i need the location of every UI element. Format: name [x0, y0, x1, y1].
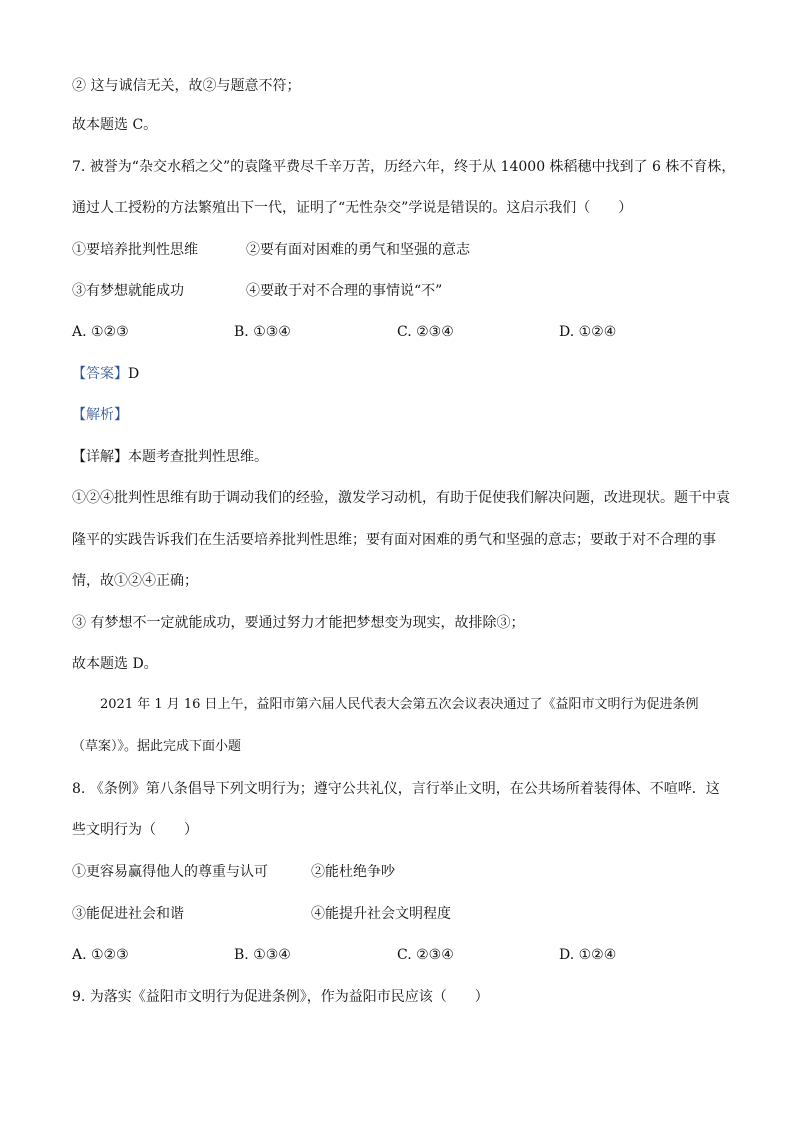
q7-answer — [72, 364, 139, 384]
detail-tag: 【详解】 — [72, 449, 128, 465]
q7-choice-a: A. ①②③ — [72, 324, 129, 340]
q8-item-3: ③能促进社会和谐 — [72, 906, 184, 922]
detail-text: 本题考查批判性思维。 — [128, 449, 268, 465]
q7-choice-b: B. ①③④ — [234, 324, 291, 340]
q8-stem-line1: 8. 《条例》第八条倡导下列文明行为；遵守公共礼仪，言行举止文明，在公共场所着装得体、不喧哗．这 — [72, 781, 720, 797]
prev-explanation: ② 这与诚信无关，故②与题意不符； — [72, 78, 301, 94]
q7-detail — [72, 447, 268, 467]
q7-choice-d: D. ①②④ — [559, 324, 617, 340]
q8-item-2: ②能杜绝争吵 — [311, 864, 395, 880]
answer-tag: 【答案】 — [72, 366, 128, 382]
q8-choice-b: B. ①③④ — [234, 947, 291, 963]
q8-choice-c: C. ②③④ — [397, 947, 454, 963]
q8-item-4: ④能提升社会文明程度 — [311, 906, 451, 922]
q8-item-1: ①更容易赢得他人的尊重与认可 — [72, 864, 268, 880]
q7-final-answer: 故本题选 D。 — [72, 656, 158, 672]
q8-choice-a: A. ①②③ — [72, 947, 129, 963]
q7-item-4: ④要敢于对不合理的事情说“不” — [246, 283, 443, 299]
q9-stem: 9. 为落实《益阳市文明行为促进条例》，作为益阳市民应该（ ） — [72, 989, 489, 1005]
context-line2: （草案）》。据此完成下面小题 — [72, 739, 242, 754]
analysis-tag: 【解析】 — [72, 407, 128, 423]
q7-item-3: ③有梦想就能成功 — [72, 283, 184, 299]
q7-stem-line1: 7. 被誉为“杂交水稻之父”的袁隆平费尽千辛万苦，历经六年，终于从 14000 株稻穗中找到了 6 株不育株， — [72, 159, 736, 175]
q8-choice-d: D. ①②④ — [559, 947, 617, 963]
q7-stem-line2: 通过人工授粉的方法繁殖出下一代，证明了“无性杂交”学说是错误的。这启示我们（ ） — [72, 200, 633, 216]
q7-item-1: ①要培养批判性思维 — [72, 242, 198, 258]
q7-explanation-line3: 情，故①②④正确； — [72, 573, 198, 589]
q7-explanation-line1: ①②④批判性思维有助于调动我们的经验，激发学习动机，有助于促使我们解决问题，改进现状。题干中袁 — [72, 490, 730, 506]
q7-item-2: ②要有面对困难的勇气和坚强的意志 — [246, 242, 470, 258]
q7-choice-c: C. ②③④ — [397, 324, 454, 340]
q7-explanation-line2: 隆平的实践告诉我们在生活要培养批判性思维；要有面对困难的勇气和坚强的意志；要敢于对不合理的事 — [72, 532, 716, 548]
prev-answer: 故本题选 C。 — [72, 117, 158, 133]
answer-value: D — [128, 366, 140, 382]
context-line1: 2021 年 1 月 16 日上午，益阳市第六届人民代表大会第五次会议表决通过了《益阳市文明行为促进条例 — [100, 697, 699, 712]
q7-explanation-line4: ③ 有梦想不一定就能成功，要通过努力才能把梦想变为现实，故排除③； — [72, 615, 525, 631]
q8-stem-line2: 些文明行为（ ） — [72, 822, 198, 838]
